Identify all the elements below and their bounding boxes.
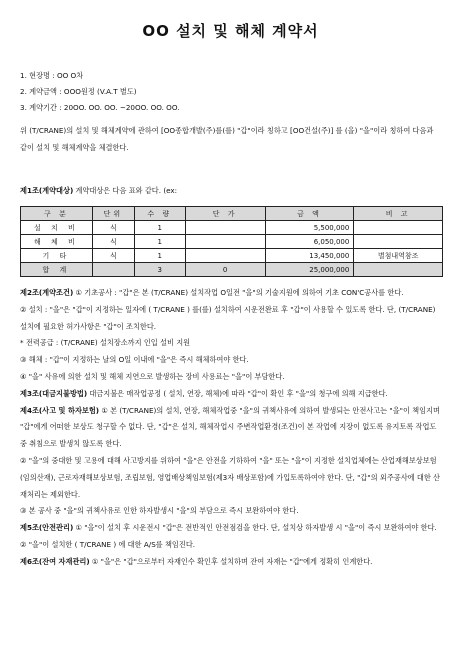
contract-articles <box>20 285 442 571</box>
article-text: ④ "을" 사유에 의한 설치 및 해체 지연으로 발생하는 장비 사용료는 "을"이 부담한다. <box>20 371 285 381</box>
cell-quantity: 1 <box>134 249 185 263</box>
article-text: ② 설치 : "을"은 "갑"이 지정하는 일자에 ( T/CRANE ) 를(를) 설치하여 시운전완료 후 "갑"이 사용할 수 있도록 한다. 단, (T/CRANE) 설치에 필요한 허가사항은 "갑"이 조치한다. <box>20 304 436 331</box>
article-text: ① "을"이 설치 후 시운전시 "갑"은 전반적인 안전점검을 한다. 단, 설치상 하자발생 시 "을"이 즉시 보완하여야 한다. <box>73 523 437 533</box>
cell-unit-price <box>185 235 265 249</box>
total-unit <box>92 263 134 277</box>
header-category: 구 분 <box>21 207 93 221</box>
cell-unit-price <box>185 221 265 235</box>
cell-remarks: 별첨내역참조 <box>354 249 443 263</box>
info-contract-amount: 2. 계약금액 : OOO원정 (V.A.T 별도) <box>20 87 137 96</box>
article-paragraph <box>20 537 442 554</box>
header-amount: 금 액 <box>265 207 354 221</box>
cell-unit: 식 <box>92 235 134 249</box>
cell-amount: 5,500,000 <box>265 221 354 235</box>
article-paragraph <box>20 335 442 352</box>
article-text: ② "을"의 중대한 및 고용에 대해 사고방지를 위하여 "을"은 안전을 기하하여 "을" 또는 "을"이 지정한 설치업체에는 산업재해보상보험(임의산재), 근로자재해보상보험, 조립보험, 영업배상책임보험(제3자 배상포함)에 가입토록하여야 한다. 단, "갑"의 외주공사에 대한 산재처리는 제외한다. <box>20 455 441 499</box>
article-paragraph <box>20 453 442 503</box>
table-total-row <box>21 263 443 277</box>
total-unit-price: 0 <box>185 263 265 277</box>
info-site-name: 1. 현장명 : OO O차 <box>20 71 84 80</box>
table-row <box>21 235 443 249</box>
estimate-table <box>20 206 443 277</box>
article-paragraph <box>20 285 442 302</box>
header-unit-price: 단 가 <box>185 207 265 221</box>
cell-unit: 식 <box>92 221 134 235</box>
article-1-text: 계약대상은 다음 표와 같다. (ex: <box>73 186 178 195</box>
total-amount: 25,000,000 <box>265 263 354 277</box>
total-quantity: 3 <box>134 263 185 277</box>
cell-unit: 식 <box>92 249 134 263</box>
table-row <box>21 249 443 263</box>
article-heading: 제5조(안전관리) <box>20 523 74 533</box>
article-text: 대금지불은 매작업공정 ( 설치, 연장, 해체)에 따라 "갑"이 확인 후 "을"의 청구에 의해 지급한다. <box>87 388 388 398</box>
cell-category: 기 타 <box>21 249 93 263</box>
cell-quantity: 1 <box>134 221 185 235</box>
cell-unit-price <box>185 249 265 263</box>
cell-category: 해 체 비 <box>21 235 93 249</box>
estimate-table-header <box>21 207 443 221</box>
article-heading: 제3조(대금지불방법) <box>20 388 88 398</box>
article-heading: 제2조(계약조건) <box>20 288 74 297</box>
article-paragraph <box>20 503 442 520</box>
article-1-heading: 제1조(계약대상) <box>20 186 74 195</box>
total-label: 합 계 <box>21 263 93 277</box>
article-text: * 전력공급 : (T/CRANE) 설치장소까지 인입 설비 지원 <box>20 338 191 348</box>
article-paragraph <box>20 554 442 571</box>
article-paragraph <box>20 369 442 386</box>
article-heading: 제4조(사고 및 하자보험) <box>20 405 100 415</box>
cell-remarks <box>354 235 443 249</box>
article-paragraph <box>20 352 442 369</box>
cell-remarks <box>354 221 443 235</box>
article-paragraph <box>20 403 442 453</box>
article-paragraph <box>20 302 442 336</box>
article-text: ③ 본 공사 중 "을"의 귀책사유로 인한 하자발생시 "을"의 부담으로 즉시 보완하여야 한다. <box>20 506 299 516</box>
article-heading: 제6조(잔여 자재관리) <box>20 556 90 566</box>
cell-amount: 6,050,000 <box>265 235 354 249</box>
table-row <box>21 221 443 235</box>
cell-category: 설 치 비 <box>21 221 93 235</box>
total-remarks <box>354 263 443 277</box>
article-text: ① "을"은 "갑"으로부터 자재인수 확인후 설치하며 잔여 자재는 "갑"에게 정확히 인계한다. <box>89 556 373 566</box>
article-text: ③ 해체 : "갑"이 지정하는 날의 O일 이내에 "을"은 즉시 해체하여야 한다. <box>20 355 249 365</box>
info-contract-period: 3. 계약기간 : 20OO. OO. OO. ~20OO. OO. OO. <box>20 103 180 112</box>
article-1 <box>20 186 177 196</box>
article-text: ① 기초공사 : "갑"은 본 (T/CRANE) 설치작업 O일전 "을"의 기술지원에 의하여 기초 CON'C공사를 한다. <box>73 288 404 297</box>
article-paragraph <box>20 386 442 403</box>
header-remarks: 비 고 <box>354 207 443 221</box>
cell-amount: 13,450,000 <box>265 249 354 263</box>
preamble-paragraph: 위 (T/CRANE)의 설치 및 해체계약에 관하여 [OO종합개발(주)를(를) "갑"이라 칭하고 [OO건설(주)] 를 (을) "을"이라 칭하여 다음과 같이 설치 및 해체계약을 체결한다. <box>20 126 434 152</box>
contract-info-list <box>20 68 180 116</box>
header-unit: 단위 <box>92 207 134 221</box>
document-title: OO 설치 및 해체 계약서 <box>142 22 319 40</box>
article-text: ② "을"이 설치한 ( T/CRANE ) 에 대한 A/S를 책임진다. <box>20 539 196 549</box>
cell-quantity: 1 <box>134 235 185 249</box>
article-paragraph <box>20 520 442 537</box>
header-quantity: 수 량 <box>134 207 185 221</box>
article-text: ① 본 (T/CRANE)의 설치, 연장, 해체작업중 "을"의 귀책사유에 의하여 발생되는 안전사고는 "을"이 책임지며 "갑"에게 어떠한 보상도 청구할 수 없다. 단, "갑"은 설치, 해체작업시 주변작업환경(조건)이 본 작업에 지장이 없도록 유지토록 작업도중 취침으로 발생치 않도록 한다. <box>20 405 440 449</box>
